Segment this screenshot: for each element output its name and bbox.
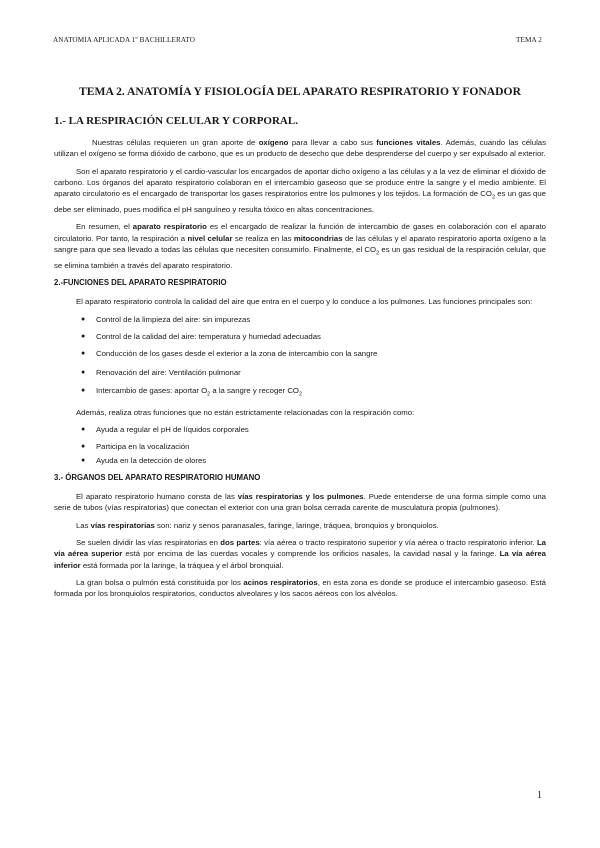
list-item: ● Intercambio de gases: aportar $O_2$ a la sangre y recoger $CO_2$ — [81, 385, 303, 398]
section2-heading: 2.-FUNCIONES DEL APARATO RESPIRATORIO — [54, 278, 227, 288]
page-number: 1 — [537, 790, 542, 801]
bullet-icon: ● — [81, 456, 86, 464]
section3-paragraph-4: La gran bolsa o pulmón está constituida por los acinos respiratorios, en esta zona es donde se produce el intercambio gaseoso. Está formada por los bronquiolos respiratorios, conductos alveolares y los sacos aéreos con los alvéolos. — [54, 577, 546, 599]
section3-paragraph-3: Se suelen dividir las vías respiratorias en dos partes: vía aérea o tracto respiratorio superior y vía aérea o tracto respiratorio inferior. La vía aérea superior está por encima de las cuerdas vocales y comprende los orificios nasales, la cavidad nasal y la faringe. La vía aérea inferior está formada por la laringe, la tráquea y el árbol bronquial. — [54, 538, 546, 570]
section1-paragraph-3: En resumen, el aparato respiratorio es el encargado de realizar la función de intercambio de gases en colaboración con el aparato circulatorio. Por tanto, la respiración a nivel celular se realiza en las mitocondrias de las células y el aparato respiratorio aporta oxígeno a la sangre para que sea llevado a todas las células que necesiten consumirlo. Finalmente, el $CO_2$ es un gas residual de la respiración celular, que se elimina también a través del aparato respiratorio. — [54, 222, 546, 270]
section1-paragraph-2: Son el aparato respiratorio y el cardio-vascular los encargados de aportar dicho oxígeno a las células y a la vez de eliminar el dióxido de carbono. Los órganos del aparato respiratorio colaboran en el intercambio gaseoso que se produce entre la sangre y el medio ambiente. El aparato circulatorio es el encargado de transportar los gases respiratorios entre los pulmones y los tejidos. La formación de $CO_2$ es un gas que debe ser eliminado, pues modifica el pH sanguíneo y resulta tóxico en altas concentraciones. — [54, 166, 546, 215]
extra-functions-list — [54, 424, 546, 466]
section3-heading: 3.- ÓRGANOS DEL APARATO RESPIRATORIO HUMANO — [54, 472, 261, 482]
section2-intro: El aparato respiratorio controla la calidad del aire que entra en el cuerpo y lo conduce a los pulmones. Las funciones principales son: — [76, 297, 533, 307]
section3-paragraph-1: El aparato respiratorio humano consta de las vías respiratorias y los pulmones. Puede entenderse de una forma simple como una serie de tubos (vías respiratorias) que conectan el exterior con una gran bolsa cerrada carente de musculatura propia (pulmones). — [54, 492, 546, 513]
section1-heading: 1.- LA RESPIRACIÓN CELULAR Y CORPORAL. — [54, 115, 298, 127]
bullet-icon: ● — [81, 443, 86, 451]
section2-extra-intro: Además, realiza otras funciones que no están estrictamente relacionadas con la respiración como: — [76, 407, 415, 417]
list-item: ● Conducción de los gases desde el exterior a la zona de intercambio con la sangre — [81, 349, 378, 359]
document-title: TEMA 2. ANATOMÍA Y FISIOLOGÍA DEL APARATO RESPIRATORIO Y FONADOR — [79, 85, 521, 98]
list-item: ● Ayuda en la detección de olores — [81, 455, 207, 465]
section1-paragraph-1: Nuestras células requieren un gran aporte de oxígeno para llevar a cabo sus funciones vitales. Además, cuando las células utilizan el oxígeno se forma dióxido de carbono, que es un producto de desecho que debe desprenderse del cuerpo y ser expulsado al exterior. — [54, 138, 546, 159]
header-left: ANATOMIA APLICADA 1º BACHILLERATO — [53, 36, 196, 44]
bullet-icon: ● — [81, 425, 86, 433]
bullet-icon: ● — [81, 350, 86, 358]
list-item: ● Ayuda a regular el pH de líquidos corporales — [81, 424, 249, 434]
functions-list — [54, 314, 546, 401]
bullet-icon: ● — [81, 368, 86, 376]
list-item: ● Participa en la vocalización — [81, 442, 190, 452]
bullet-icon: ● — [81, 315, 86, 323]
list-item: ● Control de la limpieza del aire: sin impurezas — [81, 314, 251, 324]
document-body — [54, 137, 546, 606]
header-right: TEMA 2 — [516, 36, 542, 44]
list-item: ● Control de la calidad del aire: temperatura y humedad adecuadas — [81, 331, 321, 341]
list-item: ● Renovación del aire: Ventilación pulmonar — [81, 367, 241, 377]
section3-paragraph-2: Las vías respiratorias son: nariz y senos paranasales, faringe, laringe, tráquea, bronquios y bronquiolos. — [76, 520, 439, 530]
bullet-icon: ● — [81, 386, 86, 394]
bullet-icon: ● — [81, 332, 86, 340]
